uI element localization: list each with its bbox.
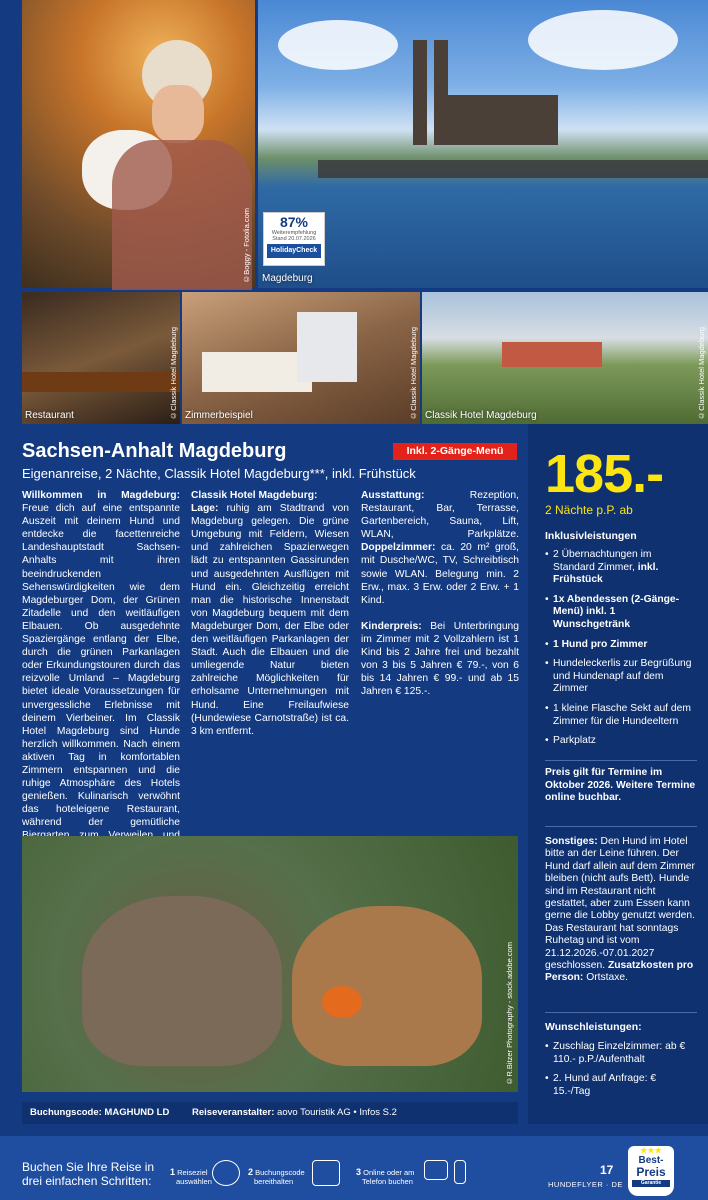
dog-left-shape (82, 896, 282, 1066)
welcome-text: Freue dich auf eine entspannte Auszeit mit deinem Hund und entdecke die facettenreiche Landeshauptstadt Sachsen-Anhalts mit ihren beeindruckenden Sehenswürdigkeiten wie dem Magdeburger Dom, der Grünen Zitadelle und den weitläufigen Elbauen. Ob ausgedehnte Spaziergänge entlang der Elbe, durch die grünen Parkanlagen oder Erkundungstouren durch das reizvolle Umland – Magdeburg bietet ideale Voraussetzungen für unvergessliche Erlebnisse mit deinem Vierbeiner. Im Classik Hotel Magdeburg sind Hunde herzlich willkommen. Nach einem aktiven Tag in komfortablen Zimmern entspannen und die ruhige Atmosphäre des Hotels genießen. Kulinarisch verwöhnt das hoteleigene Restaurant, während der gemütliche (22, 503, 180, 829)
city-photo-caption: Magdeburg (262, 273, 313, 284)
welcome-lead: Willkommen in Magdeburg: (22, 490, 180, 501)
footer-headline: Buchen Sie Ihre Reise in drei einfachen Schritten: (22, 1160, 155, 1188)
optional-title: Wunschleistungen: (545, 1021, 642, 1033)
phone-icon (454, 1160, 466, 1184)
booking-bar (22, 1102, 518, 1124)
inclusive-title: Inklusivleistungen (545, 530, 637, 542)
region-name: Sachsen-Anhalt (22, 440, 174, 462)
cloud-shape (278, 20, 398, 70)
price-unit: 2 Nächte p.P. ab (545, 503, 633, 517)
stars-icon: ★★★ (640, 1146, 662, 1155)
magdeburg-city-photo (258, 0, 708, 288)
step-3: 3 Online oder am Telefon buchen (356, 1167, 415, 1186)
inclusive-item: • 1 kleine Flasche Sekt auf dem Zimmer für die Hundeeltern (545, 703, 695, 728)
inclusive-item: • 1 Hund pro Zimmer (545, 639, 695, 652)
step-1: 1 Reiseziel auswählen (170, 1167, 212, 1186)
cathedral-tower-left (413, 40, 427, 145)
kinderpreis-section: Kinderpreis: Bei Unterbringung im Zimmer mit 2 Vollzahlern ist 1 Kind bis 2 Jahre frei und bezahlt von 3 bis 5 Jahren € 79.-, von 6 bis 14 Jahren € 99.- und ab 15 Jahren € 125.-. (361, 620, 519, 698)
restaurant-table-shape (22, 372, 180, 392)
toy-ball-shape (322, 986, 362, 1018)
page-number: 17 (600, 1163, 614, 1177)
holidaycheck-line1: Weiterempfehlung (271, 230, 317, 236)
hotel-building-shape (502, 342, 602, 367)
page-title (22, 440, 287, 463)
inclusive-item: • 1x Abendessen (2-Gänge-Menü) inkl. 1 Wunschgetränk (545, 594, 695, 632)
cathedral-tower-right (434, 40, 448, 145)
bridge-shape (318, 160, 708, 178)
text-column-2 (191, 489, 349, 825)
text-column-1 (22, 489, 180, 829)
room-photo (182, 292, 420, 424)
offer-subtitle: Eigenanreise, 2 Nächte, Classik Hotel Magdeburg***, inkl. Frühstück (22, 466, 416, 481)
hotel-section: Classik Hotel Magdeburg: Lage: ruhig am Stadtrand von Magdeburg gelegen. Die grüne Umgebung mit Feldern, Wiesen und zahlreichen Spazierwegen lädt zu entspannten Gassirunden und ausgedehnten Ausflügen mit Hund ein. Gleichzeitig erreicht man die historische Innenstadt von Magdeburg bequem mit dem Magdeburger Dom, der Elbe oder den weitläufigen Parkanlagen der Stadt. Auch die Elbauen und die umliegende Natur bieten zahlreiche Möglichkeiten für erholsame Unternehmungen mit Hund. Eine Freilaufwiese (Hundewiese Carnotstraße) ist ca. 3 km entfernt. (191, 490, 349, 737)
inclusive-item: • 2 Übernachtungen im Standard Zimmer, inkl. Frühstück (545, 549, 695, 587)
inclusive-list (545, 549, 695, 755)
globe-icon (212, 1160, 240, 1186)
flyer-name: HUNDEFLYER · DE (548, 1180, 623, 1189)
holidaycheck-percent: 87% (279, 214, 309, 230)
catalog-icon (312, 1160, 340, 1186)
cloud-shape (528, 10, 678, 70)
hotel-aerial-photo (422, 292, 708, 424)
holidaycheck-line2: Stand 20.07.2026 (272, 236, 316, 242)
hotel-credit: ©Classik Hotel Magdeburg (697, 327, 706, 420)
ausstattung-section: Ausstattung: Rezeption, Restaurant, Bar, Terrasse, Gartenbereich, Sauna, Lift, WLAN, Parkplätze. Doppelzimmer: ca. 20 m² groß, mit Dusche/WC, TV, Schreibtisch sowie WLAN. Belegung min. 2 Erw., max. 3 Erw. oder 2 Erw. + 1 Kind. (361, 490, 519, 606)
dogs-photo-credit: ©R.Bitzer Photography - stock.adobe.com (505, 942, 514, 1086)
cathedral-nave (448, 95, 558, 145)
optional-item: • Zuschlag Einzelzimmer: ab € 110.- p.P./Aufenthalt (545, 1041, 695, 1066)
restaurant-photo (22, 292, 180, 424)
woman-with-dog-photo (22, 0, 255, 288)
window-shape (297, 312, 357, 382)
woman-photo-credit: ©Boggy - Fotolia.com (242, 208, 251, 284)
step-2: 2 Buchungscode bereithalten (248, 1167, 305, 1186)
menu-badge: Inkl. 2-Gänge-Menü (393, 443, 517, 460)
optional-item: • 2. Hund auf Anfrage: € 15.-/Tag (545, 1073, 695, 1098)
inclusive-item: • Hundeleckerlis zur Begrüßung und Hundenapf auf dem Zimmer (545, 658, 695, 696)
restaurant-credit: ©Classik Hotel Magdeburg (169, 327, 178, 420)
city-name: Magdeburg (178, 440, 287, 462)
divider (545, 1012, 697, 1013)
divider (545, 760, 697, 761)
bed-shape (202, 352, 312, 392)
room-caption: Zimmerbeispiel (185, 410, 253, 421)
dogs-playing-photo (22, 836, 518, 1092)
woman-coat-shape (112, 140, 252, 290)
price-amount: 185.- (545, 444, 664, 504)
hotel-caption: Classik Hotel Magdeburg (425, 410, 537, 421)
restaurant-caption: Restaurant (25, 410, 74, 421)
text-column-3 (361, 489, 519, 825)
optional-list (545, 1041, 695, 1105)
divider (545, 826, 697, 827)
booking-code: Buchungscode: MAGHUND LD (30, 1107, 170, 1118)
inclusive-item: • Parkplatz (545, 735, 695, 748)
price-note: Preis gilt für Termine im Oktober 2026. Weitere Termine online buchbar. (545, 767, 696, 804)
misc-info: Sonstiges: Den Hund im Hotel bitte an der Leine führen. Der Hund darf allein auf dem Zimmer bleiben (nicht aufs Bett). Hunde sind im Restaurant nicht gestattet, aber zum Essen kann gerne die Lobby genutzt werden. Das Restaurant hat sonntags Ruhetag und ist vom 21.12.2026.-07.01.2027 geschlossen. Zusatzkosten pro Person: Ortstaxe. (545, 836, 695, 984)
dog-right-shape (292, 906, 482, 1066)
laptop-icon (424, 1160, 448, 1180)
best-price-guarantee-seal: ★★★ Best- Preis Garantie (628, 1146, 674, 1196)
tour-operator: Reiseveranstalter: aovo Touristik AG • Infos S.2 (192, 1107, 397, 1118)
holidaycheck-badge (263, 212, 325, 266)
holidaycheck-logo: HolidayCheck (267, 244, 321, 258)
room-credit: ©Classik Hotel Magdeburg (409, 327, 418, 420)
woman-face-shape (152, 85, 204, 143)
